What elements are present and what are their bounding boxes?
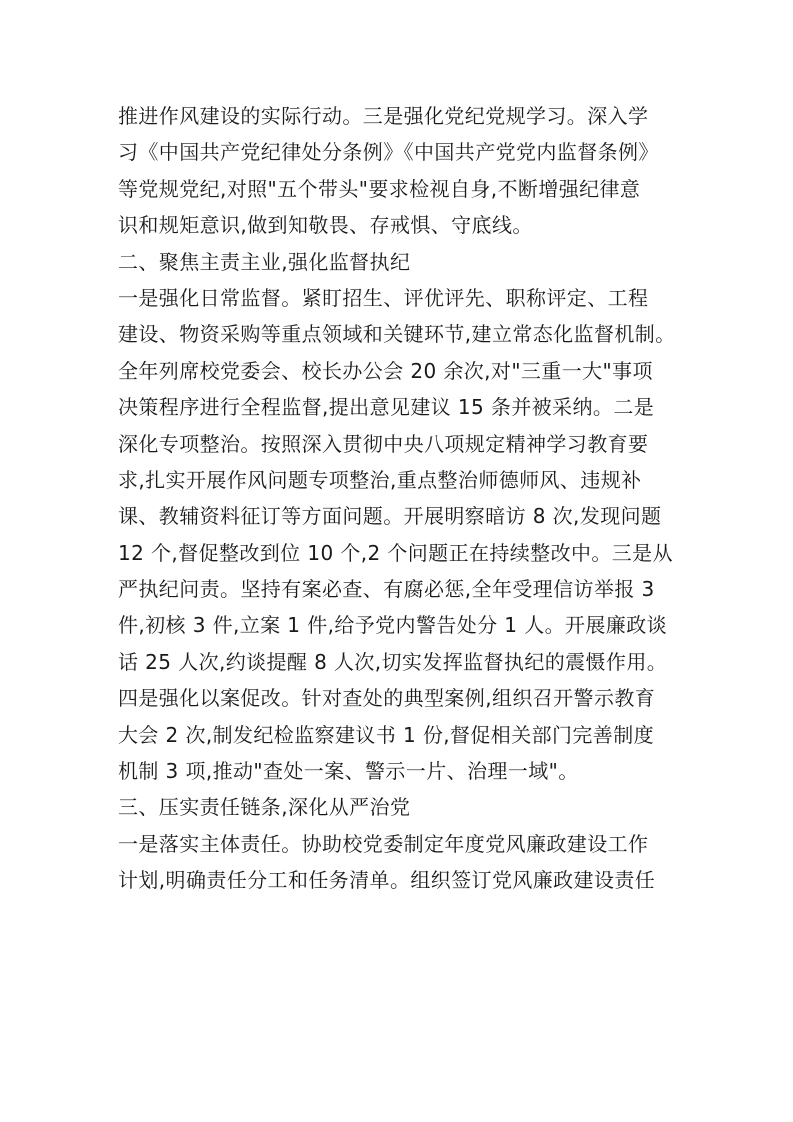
- text-line: 全年列席校党委会、校长办公会 20 余次,对"三重一大"事项: [118, 358, 653, 383]
- text-line: 12 个,督促整改到位 10 个,2 个问题正在持续整改中。三是从: [118, 540, 673, 565]
- section-heading-3: 三、压实责任链条,深化从严治党: [118, 795, 411, 820]
- text-line: 大会 2 次,制发纪检监察建议书 1 份,督促相关部门完善制度: [118, 722, 654, 747]
- section-heading-2: 二、聚焦主责主业,强化监督执纪: [118, 249, 411, 274]
- text-line: 决策程序进行全程监督,提出意见建议 15 条并被采纳。二是: [118, 395, 655, 420]
- text-line: 四是强化以案促改。针对查处的典型案例,组织召开警示教育: [118, 686, 656, 711]
- text-line: 一是强化日常监督。紧盯招生、评优评先、职称评定、工程: [118, 285, 649, 310]
- text-line: 件,初核 3 件,立案 1 件,给予党内警告处分 1 人。开展廉政谈: [118, 613, 667, 638]
- text-line: 建设、物资采购等重点领域和关键环节,建立常态化监督机制。: [118, 322, 676, 347]
- text-line: 严执纪问责。坚持有案必查、有腐必惩,全年受理信访举报 3: [118, 577, 655, 602]
- text-line: 习《中国共产党纪律处分条例》《中国共产党党内监督条例》: [118, 140, 659, 165]
- text-line: 识和规矩意识,做到知敬畏、存戒惧、守底线。: [118, 213, 533, 238]
- text-line: 等党规党纪,对照"五个带头"要求检视自身,不断增强纪律意: [118, 176, 641, 201]
- text-line: 计划,明确责任分工和任务清单。组织签订党风廉政建设责任: [118, 868, 656, 893]
- text-line: 一是落实主体责任。协助校党委制定年度党风廉政建设工作: [118, 831, 649, 856]
- text-line: 课、教辅资料征订等方面问题。开展明察暗访 8 次,发现问题: [118, 504, 662, 529]
- body-text: [118, 98, 678, 899]
- text-line: 机制 3 项,推动"查处一案、警示一片、治理一域"。: [118, 759, 579, 784]
- text-line: 求,扎实开展作风问题专项整治,重点整治师德师风、违规补: [118, 467, 642, 492]
- text-line: 深化专项整治。按照深入贯彻中央八项规定精神学习教育要: [118, 431, 649, 456]
- text-line: 推进作风建设的实际行动。三是强化党纪党规学习。深入学: [118, 104, 649, 128]
- text-line: 话 25 人次,约谈提醒 8 人次,切实发挥监督执纪的震慑作用。: [118, 649, 668, 674]
